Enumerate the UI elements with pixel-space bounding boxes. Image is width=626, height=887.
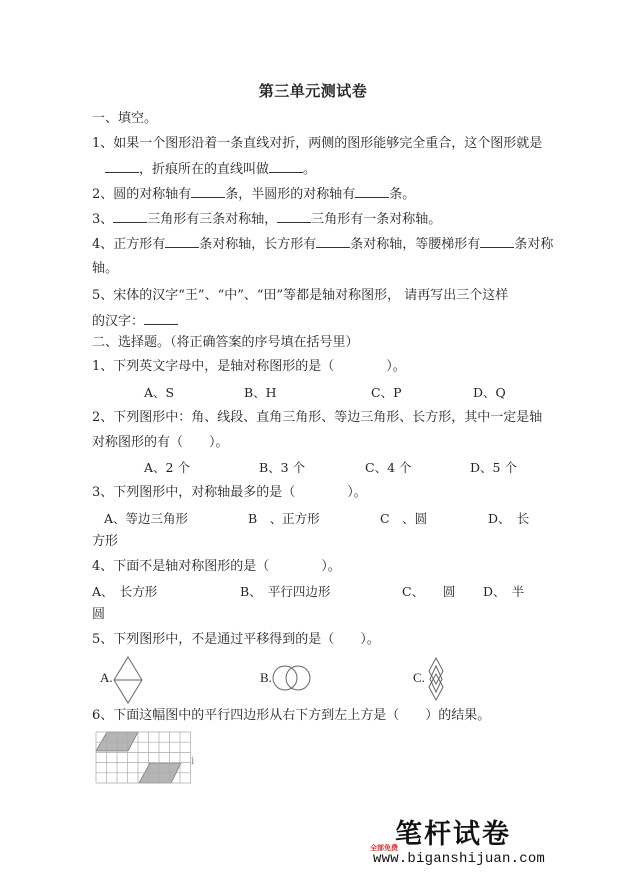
section1-heading: 一、填空。 — [92, 111, 158, 126]
s1-q2 — [92, 185, 415, 204]
s1-q5-line1: 5、宋体的汉字“王”、“中”、“田”等都是轴对称图形， 请再写出三个这样 — [92, 288, 509, 303]
s1-q1-end: 。 — [303, 162, 317, 177]
s1-q3-a: 3、 — [92, 212, 114, 227]
s1-q4-a: 4、正方形有 — [92, 237, 166, 252]
free-badge: 全部免费 — [370, 844, 398, 852]
stray-mark: i — [191, 756, 195, 767]
s1-q4-b: 条对称轴，长方形有 — [199, 237, 317, 252]
s1-q2-a: 2、圆的对称轴有 — [92, 187, 192, 202]
answer-blank[interactable] — [165, 235, 199, 248]
s2-q1-option-c[interactable]: C、P — [371, 385, 402, 400]
s1-q1-text: ，折痕所在的直线叫做 — [139, 162, 270, 177]
s2-q4-option-d[interactable]: D、 半 — [483, 584, 525, 599]
answer-blank[interactable] — [480, 235, 514, 248]
s2-q3-option-d[interactable]: D、 长 — [488, 511, 530, 526]
s1-q1-line1: 1、如果一个图形沿着一条直线对折，两侧的图形能够完全重合，这个图形就是 — [92, 136, 543, 151]
answer-blank[interactable] — [277, 210, 311, 223]
section2-heading: 二、选择题。（将正确答案的序号填在括号里） — [92, 335, 359, 350]
s2-q1-option-a[interactable]: A、S — [144, 385, 175, 400]
s1-q4-d: 条对称 — [514, 237, 554, 252]
brand-logo: 笔杆试卷 — [395, 819, 511, 850]
s2-q2-option-c[interactable]: C、4 个 — [365, 460, 412, 475]
overlapping-rhombi-icon — [428, 657, 444, 701]
s2-q1-option-d[interactable]: D、Q — [473, 385, 506, 400]
s2-q2-option-b[interactable]: B、3 个 — [259, 460, 306, 475]
overlapping-circles-icon — [272, 664, 312, 692]
s2-q4-option-a[interactable]: A、 长方形 — [92, 584, 158, 599]
s2-q2-option-d[interactable]: D、5 个 — [470, 460, 517, 475]
s1-q3-b: 三角形有三条对称轴， — [147, 212, 278, 227]
figure-b-label[interactable]: B. — [260, 670, 272, 685]
s1-q3 — [92, 210, 441, 229]
answer-blank[interactable] — [113, 210, 147, 223]
answer-blank[interactable] — [144, 312, 178, 325]
s1-q5-line2 — [92, 312, 178, 331]
s2-q1-option-b[interactable]: B、H — [244, 385, 277, 400]
answer-blank[interactable] — [105, 160, 139, 173]
s1-q4-c: 条对称轴，等腰梯形有 — [350, 237, 481, 252]
answer-blank[interactable] — [269, 160, 303, 173]
s2-q4-text: 4、下面不是轴对称图形的是（ ）。 — [92, 559, 341, 574]
translation-grid-figure — [95, 731, 191, 786]
s1-q2-c: 条。 — [389, 187, 416, 202]
s1-q5-text: 的汉字： — [92, 314, 145, 329]
s1-q4 — [92, 235, 553, 254]
s2-q4-option-b[interactable]: B、 平行四边形 — [240, 584, 331, 599]
answer-blank[interactable] — [316, 235, 350, 248]
s2-q3-wrap: 方形 — [92, 534, 119, 549]
s2-q2-line1: 2、下列图形中：角、线段、直角三角形、等边三角形、长方形，其中一定是轴 — [92, 410, 543, 425]
s1-q4-line2: 轴。 — [92, 261, 119, 276]
answer-blank[interactable] — [191, 185, 225, 198]
s2-q3-text: 3、下列图形中，对称轴最多的是（ ）。 — [92, 485, 367, 500]
answer-blank[interactable] — [355, 185, 389, 198]
s1-q2-b: 条，半圆形的对称轴有 — [225, 187, 356, 202]
s2-q2-line2: 对称图形的有（ ）。 — [92, 435, 229, 450]
s2-q3-option-a[interactable]: A、等边三角形 — [104, 511, 189, 526]
s2-q6-text: 6、下面这幅图中的平行四边形从右下方到左上方是（ ）的结果。 — [92, 708, 491, 723]
rhombus-triangles-icon — [113, 656, 143, 704]
s2-q5-text: 5、下列图形中，不是通过平移得到的是（ ）。 — [92, 632, 380, 647]
brand-url[interactable]: www.biganshijuan.com — [373, 851, 546, 867]
s2-q3-option-b[interactable]: B 、正方形 — [248, 511, 320, 526]
s2-q4-wrap: 圆 — [92, 607, 106, 622]
s2-q3-option-c[interactable]: C 、圆 — [380, 511, 428, 526]
s2-q2-option-a[interactable]: A、2 个 — [144, 460, 190, 475]
s2-q4-option-c[interactable]: C、 圆 — [402, 584, 456, 599]
s2-q1-text: 1、下列英文字母中，是轴对称图形的是（ ）。 — [92, 359, 406, 374]
s1-q3-c: 三角形有一条对称轴。 — [311, 212, 442, 227]
s1-q1-line2 — [105, 160, 316, 179]
figure-c-label[interactable]: C. — [413, 670, 425, 685]
figure-a-label[interactable]: A. — [100, 670, 113, 685]
page-title: 第三单元测试卷 — [258, 82, 368, 100]
